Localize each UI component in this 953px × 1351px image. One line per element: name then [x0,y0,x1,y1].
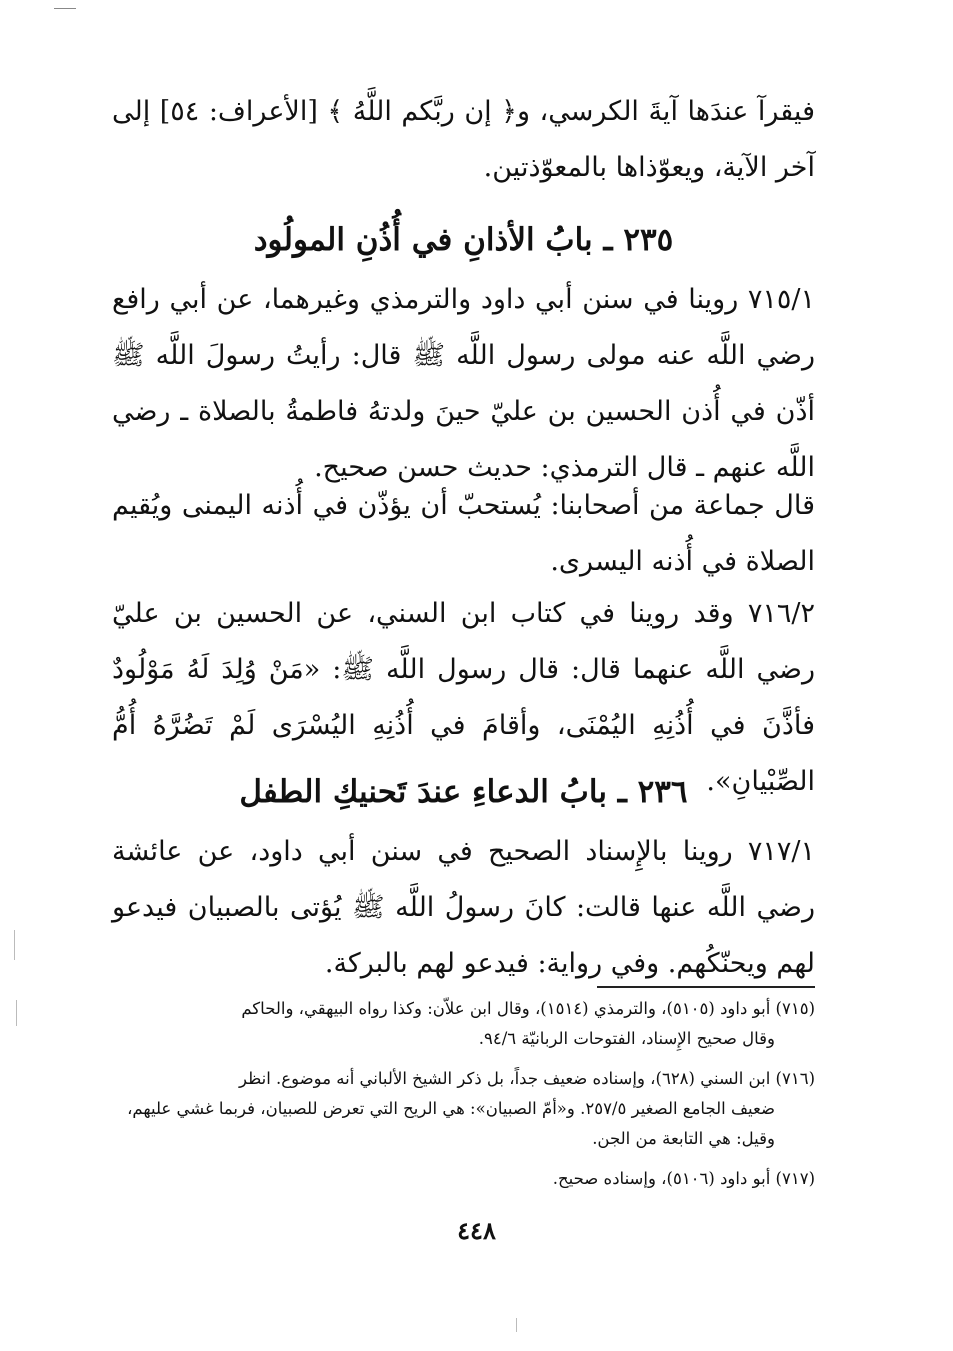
footnote-716 [112,1064,815,1154]
page-number: ٤٤٨ [457,1216,496,1245]
scholars-note-paragraph: قال جماعة من أصحابنا: يُستحبّ أن يؤذّن في أُذنه اليمنى ويُقيم الصلاة في أُذنه اليسرى. [112,490,815,577]
hadith-715-paragraph: ٧١٥/١ روينا في سنن أبي داود والترمذي وغيرهما، عن أبي رافع رضي اللَّه عنه مولى رسول اللَّه ﷺ قال: رأيتُ رسولَ اللَّه ﷺ أذّن في أُذن الحسين بن عليّ حينَ ولدتهُ فاطمةُ بالصلاة ـ رضي اللَّه عنهم ـ قال الترمذي: حديث حسن صحيح. [112,284,815,483]
section-heading-235: ٢٣٥ ـ بابُ الأذانِ في أُذُنِ المولُود [253,222,674,258]
scan-mark [16,1000,17,1026]
footnote-715-continuation: وقال صحيح الإِسناد، الفتوحات الربانيّة ٩٤/٦. [478,1029,775,1048]
footnote-717-text: (٧١٧) أبو داود (٥١٠٦)، وإسناده صحيح. [552,1169,815,1188]
hadith-716-paragraph: ٧١٦/٢ وقد روينا في كتاب ابن السني، عن الحسين بن عليّ رضي اللَّه عنهما قال: قال رسول اللَّه ﷺ: «مَنْ وُلِدَ لَهُ مَوْلُودٌ فأذَّنَ في أُذُنِهِ اليُمْنَى، وأقامَ في أُذُنِهِ اليُسْرَى لَمْ تَضُرَّهُ أُمُّ الصِّبْيانِ». [112,598,815,797]
footnote-715-text: (٧١٥) أبو داود (٥١٠٥)، والترمذي (١٥١٤)، وقال ابن علاّن: وكذا رواه البيهقي، والحاكم [241,999,815,1018]
scan-mark [54,8,76,9]
footnote-716-continuation: ضعيف الجامع الصغير ٢٥٧/٥. و«أمّ الصبيان»: هي الريح التي تعرض للصبيان، فربما غشي عليهم، وقيل: هي التابعة من الجن. [127,1099,775,1148]
hadith-717-paragraph: ٧١٧/١ روينا بالإِسناد الصحيح في سنن أبي داود، عن عائشة رضي اللَّه عنها قالت: كانَ رسولُ اللَّه ﷺ يُؤتى بالصبيان فيدعو لهم ويحنّكُهم. وفي رواية: فيدعو لهم بالبركة. [112,836,815,979]
section-heading-236: ٢٣٦ ـ بابُ الدعاءِ عندَ تَحنيكِ الطفل [239,774,688,810]
scan-mark [14,930,15,960]
footnote-separator [597,986,815,988]
footnote-715 [112,994,815,1054]
footnote-717 [112,1164,815,1194]
scan-mark [516,1318,517,1332]
footnote-716-text: (٧١٦) ابن السني (٦٢٨)، وإسناده ضعيف جداً، بل ذكر الشيخ الألباني أنه موضوع. انظر [239,1069,815,1088]
opening-paragraph: فيقرآ عندَها آيةَ الكرسي، و﴿ إن ربَّكم اللَّهُ ﴾ [الأعراف: ٥٤] إلى آخر الآية، ويعوّذاها بالمعوّذتين. [112,96,815,183]
